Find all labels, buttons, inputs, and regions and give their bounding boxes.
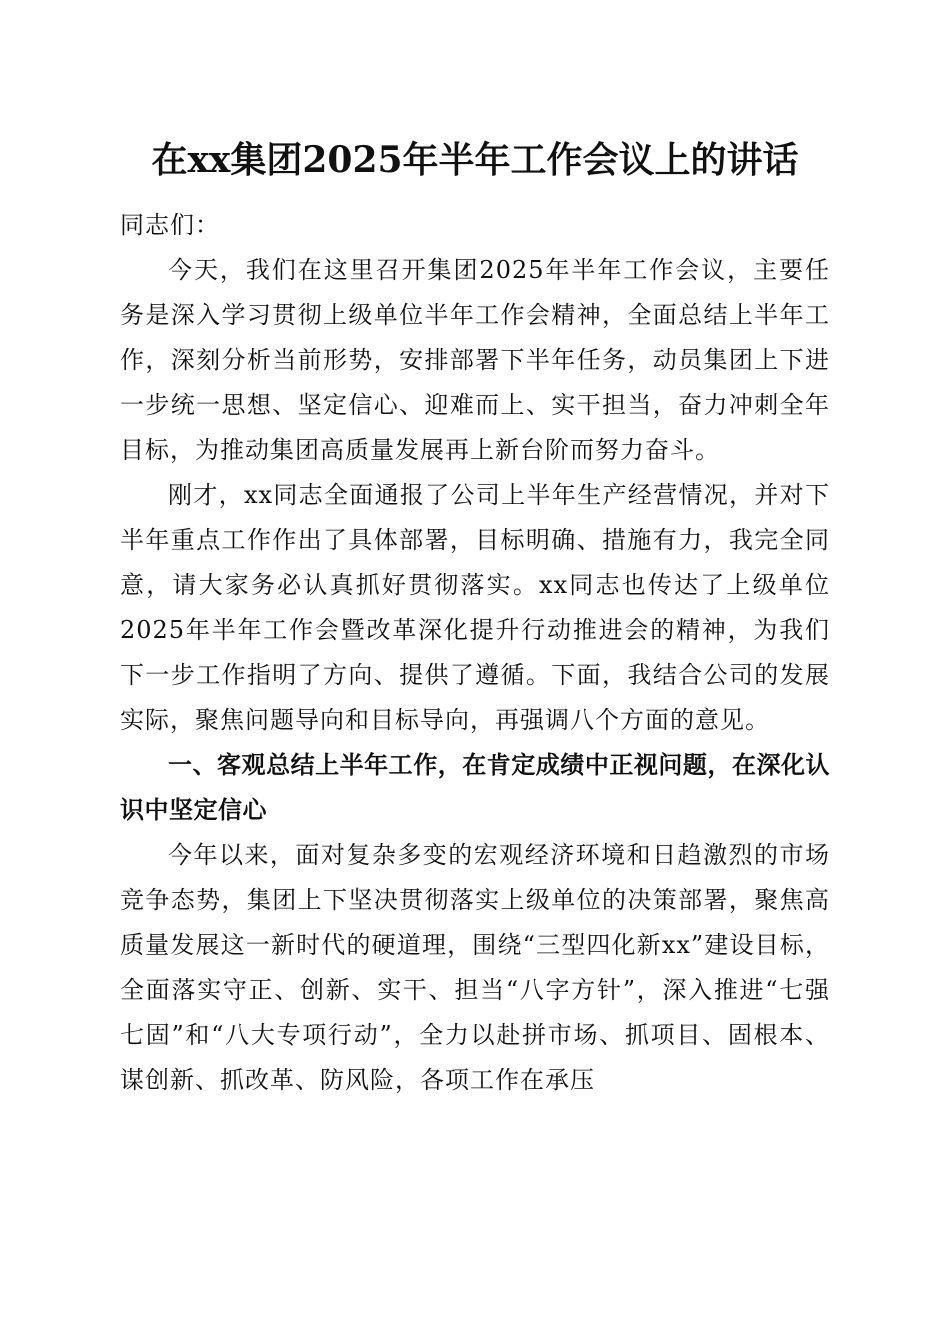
paragraph-report: 刚才，xx同志全面通报了公司上半年生产经营情况，并对下半年重点工作作出了具体部署，目标明确、措施有力，我完全同意，请大家务必认真抓好贯彻落实。xx同志也传达了上级单位2025年半年工作会暨改革深化提升行动推进会的精神，为我们下一步工作指明了方向、提供了遵循。下面，我结合公司的发展实际，聚焦问题导向和目标导向，再强调八个方面的意见。 [120, 481, 830, 734]
section-heading-1: 一、客观总结上半年工作，在肯定成绩中正视问题，在深化认识中坚定信心 [120, 751, 830, 824]
paragraph-opening: 今天，我们在这里召开集团2025年半年工作会议，主要任务是深入学习贯彻上级单位半年工作会精神，全面总结上半年工作，深刻分析当前形势，安排部署下半年任务，动员集团上下进一步统一思想、坚定信心、迎难而上、实干担当，奋力冲刺全年目标，为推动集团高质量发展再上新台阶而努力奋斗。 [120, 256, 830, 464]
document-body [120, 203, 830, 1103]
paragraph-section-1: 今年以来，面对复杂多变的宏观经济环境和日趋激烈的市场竞争态势，集团上下坚决贯彻落实上级单位的决策部署，聚焦高质量发展这一新时代的硬道理，围绕“三型四化新xx”建设目标，全面落实守正、创新、实干、担当“八字方针”，深入推进“七强七固”和“八大专项行动”，全力以赴拼市场、抓项目、固根本、谋创新、抓改革、防风险，各项工作在承压 [120, 841, 830, 1094]
document-title: 在xx集团2025年半年工作会议上的讲话 [151, 139, 799, 181]
salutation: 同志们： [120, 211, 220, 239]
